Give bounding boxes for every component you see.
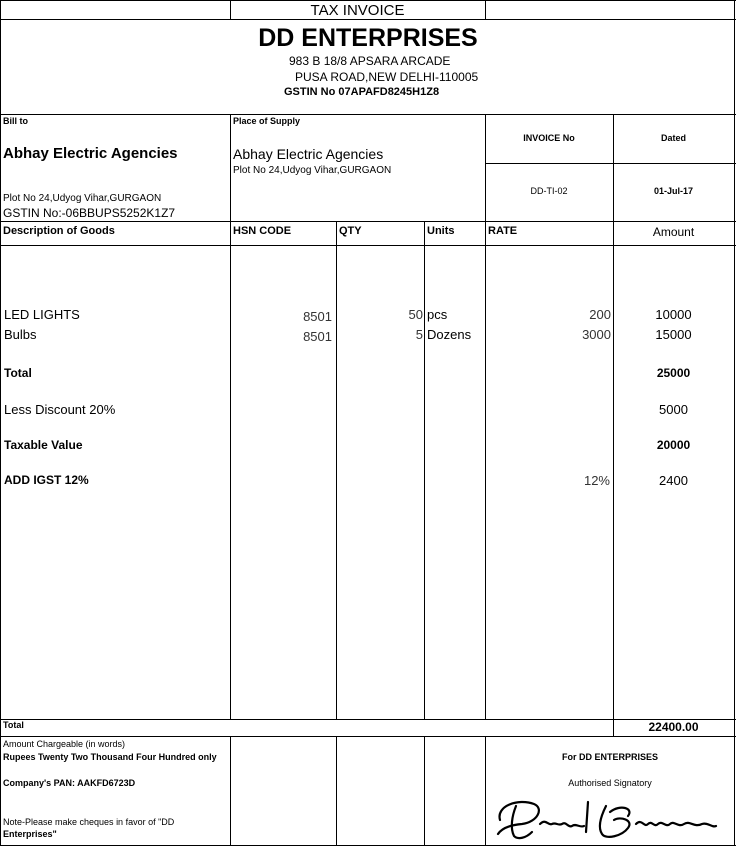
cheque-note-line1: Note-Please make cheques in favor of "DD	[3, 817, 175, 827]
item-description: LED LIGHTS	[4, 307, 80, 322]
igst-label: ADD IGST 12%	[4, 473, 89, 487]
col-header-amount: Amount	[652, 225, 695, 239]
bill-to-label: Bill to	[3, 116, 28, 126]
company-gstin: GSTIN No 07APAFD8245H1Z8	[284, 86, 440, 98]
cheque-note-line2: Enterprises"	[3, 829, 57, 839]
item-description: Bulbs	[4, 327, 37, 342]
grand-total-label: Total	[3, 720, 24, 730]
taxable-value-label: Taxable Value	[4, 438, 83, 452]
amount-in-words: Rupees Twenty Two Thousand Four Hundred only	[3, 752, 217, 762]
item-rate: 3000	[582, 327, 611, 342]
item-amount: 10000	[655, 307, 692, 322]
item-hsn: 8501	[303, 329, 332, 344]
col-header-units: Units	[427, 225, 455, 237]
company-name: DD ENTERPRISES	[258, 24, 478, 52]
item-hsn: 8501	[303, 309, 332, 324]
item-qty: 50	[408, 307, 423, 322]
igst-rate: 12%	[583, 473, 610, 488]
authorised-signatory-label: Authorised Signatory	[568, 778, 652, 788]
company-pan: Company's PAN: AAKFD6723D	[3, 778, 136, 788]
taxable-value-amount: 20000	[656, 438, 691, 452]
dated-value: 01-Jul-17	[653, 186, 694, 196]
discount-value: 5000	[659, 402, 688, 417]
discount-label: Less Discount 20%	[4, 402, 116, 417]
place-of-supply-address: Plot No 24,Udyog Vihar,GURGAON	[233, 165, 392, 176]
subtotal-value: 25000	[656, 366, 691, 380]
invoice-no-value: DD-TI-02	[530, 186, 568, 196]
invoice-no-label: INVOICE No	[523, 133, 575, 143]
col-header-rate: RATE	[488, 225, 518, 237]
amount-words-label: Amount Chargeable (in words)	[3, 739, 126, 749]
company-address-line2: PUSA ROAD,NEW DELHI-110005	[295, 70, 479, 84]
place-of-supply-label: Place of Supply	[233, 116, 301, 126]
document-title: TAX INVOICE	[310, 2, 405, 19]
grand-total-value: 22400.00	[648, 720, 699, 734]
col-header-hsn: HSN CODE	[233, 225, 292, 237]
col-header-description: Description of Goods	[3, 225, 115, 237]
place-of-supply-name: Abhay Electric Agencies	[233, 146, 384, 162]
item-qty: 5	[415, 327, 423, 342]
col-header-qty: QTY	[339, 225, 362, 237]
igst-amount: 2400	[659, 473, 688, 488]
subtotal-label: Total	[4, 366, 32, 380]
item-units: Dozens	[427, 327, 472, 342]
item-units: pcs	[427, 307, 448, 322]
signature-image	[488, 794, 728, 842]
bill-to-name: Abhay Electric Agencies	[3, 145, 178, 162]
item-amount: 15000	[655, 327, 692, 342]
bill-to-address: Plot No 24,Udyog Vihar,GURGAON	[3, 193, 162, 204]
bill-to-gstin: GSTIN No:-06BBUPS5252K1Z7	[3, 206, 176, 220]
item-rate: 200	[589, 307, 611, 322]
company-address-line1: 983 B 18/8 APSARA ARCADE	[289, 54, 451, 68]
dated-label: Dated	[660, 133, 686, 143]
for-company-label: For DD ENTERPRISES	[561, 752, 658, 762]
